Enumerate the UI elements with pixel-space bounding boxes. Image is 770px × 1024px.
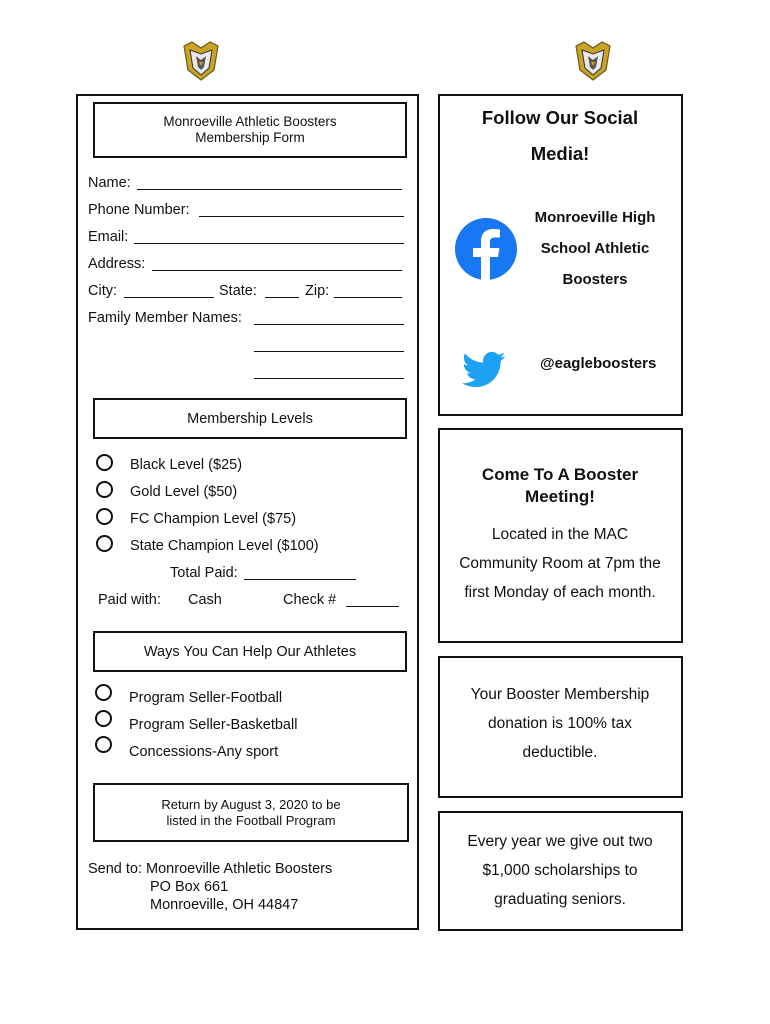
meeting-title-line2: Meeting! bbox=[525, 487, 595, 506]
phone-label: Phone Number: bbox=[88, 202, 190, 218]
ways-to-help-title: Ways You Can Help Our Athletes bbox=[143, 643, 357, 660]
meeting-line3: first Monday of each month. bbox=[464, 584, 656, 601]
form-header-line2: Membership Form bbox=[195, 130, 305, 145]
scholarship-panel bbox=[438, 811, 683, 931]
paid-with-label: Paid with: bbox=[98, 592, 161, 608]
family-member-field[interactable] bbox=[254, 324, 404, 325]
scholarship-text bbox=[440, 827, 680, 914]
send-to-line3: Monroeville, OH 44847 bbox=[150, 897, 299, 913]
eagle-logo-icon bbox=[572, 40, 614, 82]
level-option-black: Black Level ($25) bbox=[130, 457, 243, 473]
zip-field[interactable] bbox=[334, 297, 402, 298]
send-to-line1: Send to: Monroeville Athletic Boosters bbox=[88, 861, 333, 877]
social-title-line1: Follow Our Social bbox=[481, 107, 639, 128]
level-radio-state-champion[interactable] bbox=[96, 535, 113, 552]
help-option-football: Program Seller-Football bbox=[129, 690, 283, 706]
cash-option[interactable]: Cash bbox=[188, 592, 222, 608]
ways-to-help-box bbox=[93, 631, 407, 672]
donation-text bbox=[440, 680, 680, 767]
facebook-icon[interactable] bbox=[454, 217, 518, 281]
eagle-logo-icon bbox=[180, 40, 222, 82]
donation-line1: Your Booster Membership bbox=[470, 686, 650, 703]
email-field[interactable] bbox=[134, 243, 404, 244]
address-field[interactable] bbox=[152, 270, 402, 271]
meeting-details bbox=[440, 520, 680, 607]
family-member-field[interactable] bbox=[254, 351, 404, 352]
twitter-icon[interactable] bbox=[462, 351, 506, 389]
facebook-line3: Boosters bbox=[562, 271, 628, 288]
meeting-panel bbox=[438, 428, 683, 643]
city-field[interactable] bbox=[124, 297, 214, 298]
donation-line2: donation is 100% tax bbox=[488, 715, 632, 732]
facebook-line1: Monroeville High bbox=[534, 209, 656, 226]
total-paid-label: Total Paid: bbox=[170, 565, 238, 581]
level-radio-fc-champion[interactable] bbox=[96, 508, 113, 525]
scholarship-line1: Every year we give out two bbox=[467, 833, 653, 850]
meeting-line2: Community Room at 7pm the bbox=[459, 555, 661, 572]
family-members-label: Family Member Names: bbox=[88, 310, 242, 326]
level-radio-black[interactable] bbox=[96, 454, 113, 471]
help-option-basketball: Program Seller-Basketball bbox=[129, 717, 298, 733]
send-to-address bbox=[88, 860, 332, 914]
help-option-concessions: Concessions-Any sport bbox=[129, 744, 279, 760]
phone-field[interactable] bbox=[199, 216, 404, 217]
name-field[interactable] bbox=[137, 189, 402, 190]
return-by-line2: listed in the Football Program bbox=[166, 812, 336, 828]
facebook-line2: School Athletic bbox=[540, 240, 650, 257]
zip-label: Zip: bbox=[305, 283, 330, 299]
social-title-line2: Media! bbox=[530, 143, 590, 164]
level-option-fc-champion: FC Champion Level ($75) bbox=[130, 511, 297, 527]
scholarship-line3: graduating seniors. bbox=[494, 891, 626, 908]
city-label: City: bbox=[88, 283, 117, 299]
membership-form-panel bbox=[76, 94, 419, 930]
meeting-line1: Located in the MAC bbox=[491, 526, 629, 543]
meeting-title-line1: Come To A Booster bbox=[481, 465, 639, 484]
meeting-title bbox=[440, 464, 680, 508]
help-radio-basketball[interactable] bbox=[95, 710, 112, 727]
donation-panel bbox=[438, 656, 683, 798]
membership-levels-box bbox=[93, 398, 407, 439]
help-radio-football[interactable] bbox=[95, 684, 112, 701]
state-label: State: bbox=[219, 283, 257, 299]
address-label: Address: bbox=[88, 256, 146, 272]
state-field[interactable] bbox=[265, 297, 299, 298]
check-number-field[interactable] bbox=[346, 606, 399, 607]
return-by-box bbox=[93, 783, 409, 842]
level-option-state-champion: State Champion Level ($100) bbox=[130, 538, 319, 554]
help-radio-concessions[interactable] bbox=[95, 736, 112, 753]
form-header-line1: Monroeville Athletic Boosters bbox=[163, 114, 337, 129]
level-option-gold: Gold Level ($50) bbox=[130, 484, 238, 500]
level-radio-gold[interactable] bbox=[96, 481, 113, 498]
name-label: Name: bbox=[88, 175, 131, 191]
facebook-page-name bbox=[520, 202, 670, 295]
twitter-handle[interactable]: @eagleboosters bbox=[540, 355, 657, 372]
form-header-box bbox=[93, 102, 407, 158]
social-media-panel bbox=[438, 94, 683, 416]
send-to-line2: PO Box 661 bbox=[150, 879, 229, 895]
donation-line3: deductible. bbox=[522, 744, 598, 761]
scholarship-line2: $1,000 scholarships to bbox=[482, 862, 638, 879]
total-paid-field[interactable] bbox=[244, 579, 356, 580]
membership-levels-title: Membership Levels bbox=[187, 410, 313, 427]
social-title bbox=[440, 100, 680, 172]
return-by-line1: Return by August 3, 2020 to be bbox=[161, 796, 341, 812]
check-option[interactable]: Check # bbox=[283, 592, 337, 608]
family-member-field[interactable] bbox=[254, 378, 404, 379]
email-label: Email: bbox=[88, 229, 129, 245]
